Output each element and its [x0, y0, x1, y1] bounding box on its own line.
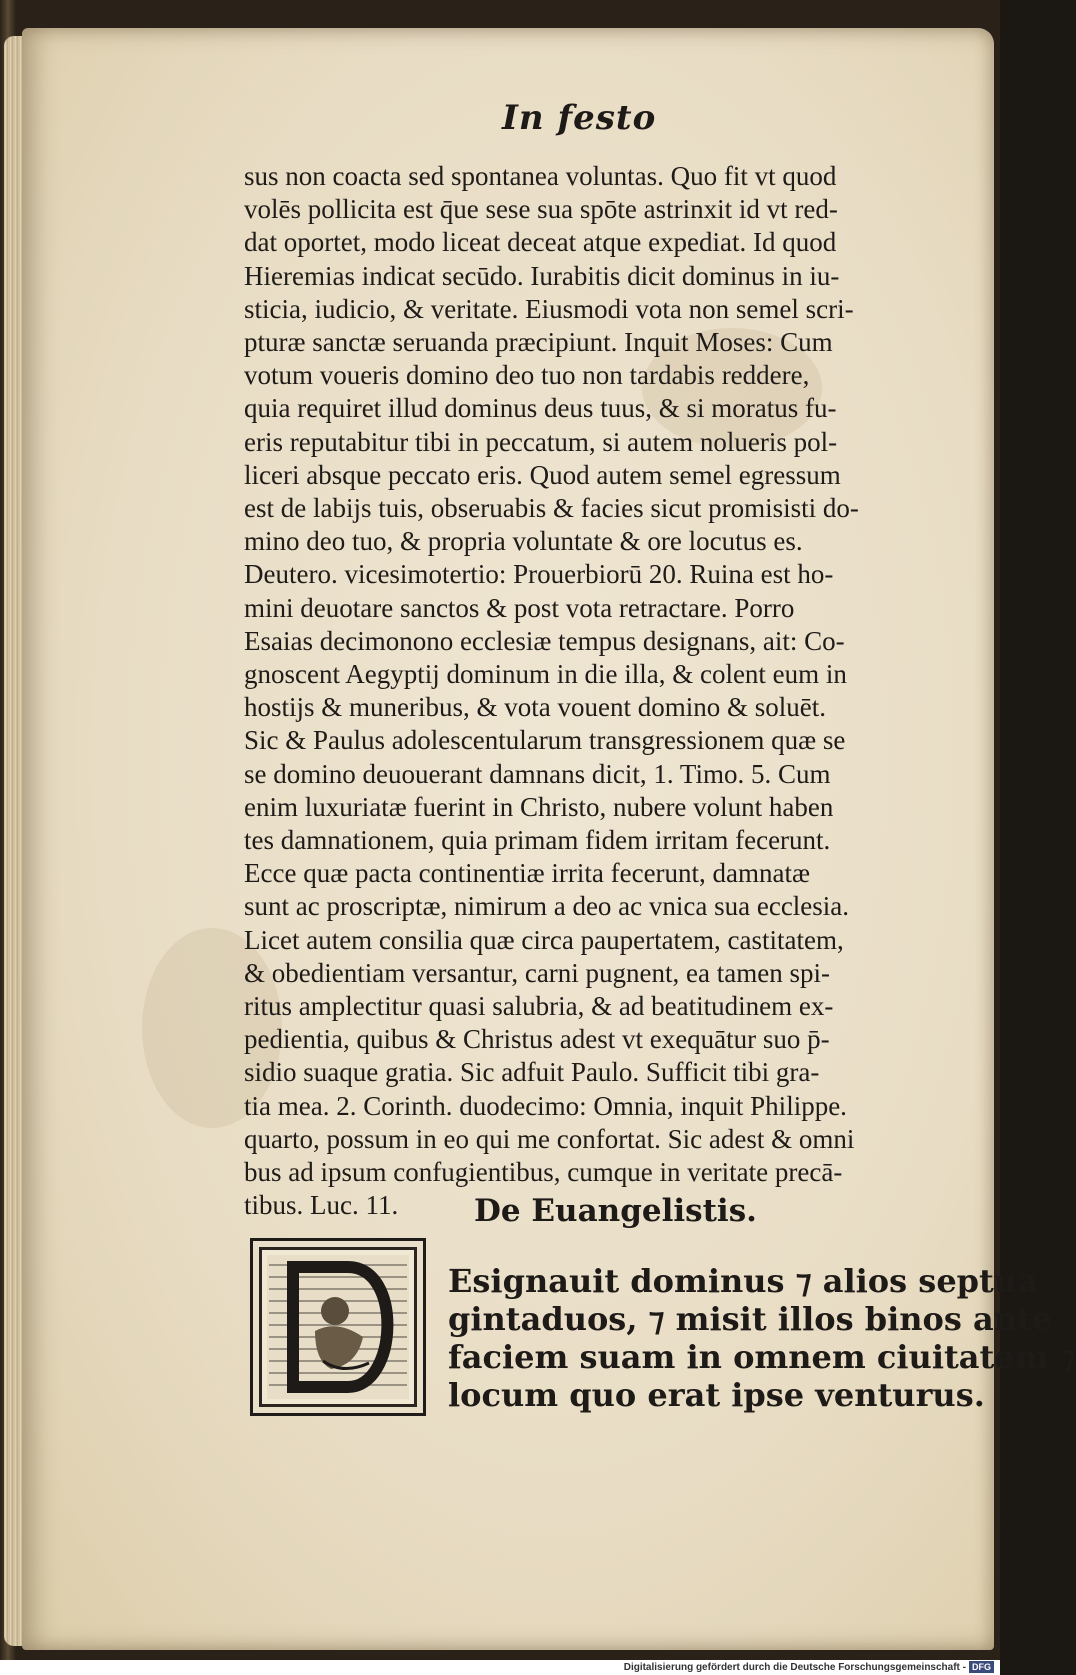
- text-line: sticia, iudicio, & veritate. Eiusmodi vota non semel scri-: [244, 293, 854, 324]
- text-line: Esaias decimonono ecclesiæ tempus designans, ait: Co-: [244, 625, 845, 656]
- text-line: Deutero. vicesimotertio: Prouerbiorū 20. Ruina est ho-: [244, 559, 834, 590]
- text-line: votum voueris domino deo tuo non tardabis reddere,: [244, 360, 810, 391]
- dfg-logo: DFG: [969, 1661, 994, 1673]
- section-heading: De Euangelistis.: [474, 1193, 757, 1229]
- text-line: & obedientiam versantur, carni pugnent, ea tamen spi-: [244, 957, 830, 988]
- text-line: tibus. Luc. 11.: [244, 1190, 399, 1221]
- gothic-text-line: faciem suam in omnem ciuitatem ⁊: [448, 1338, 1076, 1376]
- text-line: volēs pollicita est q̄ue sese sua spōte astrinxit id vt red-: [244, 194, 838, 225]
- running-head: In festo: [502, 98, 657, 138]
- text-line: quia requiret illud dominus deus tuus, & si moratus fu-: [244, 393, 837, 424]
- text-line: enim luxuriatæ fuerint in Christo, nubere volunt haben: [244, 791, 834, 822]
- book-page: [22, 28, 1076, 1650]
- gothic-text-line: gintaduos, ⁊ misit illos binos ante: [448, 1300, 1053, 1338]
- text-line: mini deuotare sanctos & post vota retractare. Porro: [244, 592, 795, 623]
- gothic-text-line: Esignauit dominus ⁊ alios septua: [448, 1262, 1038, 1300]
- text-line: sidio suaque gratia. Sic adfuit Paulo. Sufficit tibi gra-: [244, 1057, 820, 1088]
- decorated-initial: [250, 1238, 426, 1416]
- text-line: ritus amplectitur quasi salubria, & ad beatitudinem ex-: [244, 991, 834, 1022]
- text-line: hostijs & muneribus, & vota vouent domino & soluēt.: [244, 692, 826, 723]
- text-line: pedientia, quibus & Christus adest vt exequātur suo p̄-: [244, 1024, 830, 1055]
- text-line: eris reputabitur tibi in peccatum, si autem nolueris pol-: [244, 426, 838, 457]
- footer-credit: [624, 1661, 994, 1673]
- text-line: mino deo tuo, & propria voluntate & ore locutus es.: [244, 526, 803, 557]
- text-line: est de labijs tuis, obseruabis & facies sicut promisisti do-: [244, 493, 859, 524]
- text-line: Ecce quæ pacta continentiæ irrita fecerunt, damnatæ: [244, 858, 811, 889]
- woodcut-initial-icon: [253, 1241, 423, 1413]
- text-line: quarto, possum in eo qui me confortat. Sic adest & omni: [244, 1123, 855, 1154]
- text-line: sus non coacta sed spontanea voluntas. Quo fit vt quod: [244, 161, 837, 191]
- text-line: bus ad ipsum confugientibus, cumque in veritate precā-: [244, 1157, 843, 1188]
- text-line: sunt ac proscriptæ, nimirum a deo ac vnica sua ecclesia.: [244, 891, 850, 922]
- text-line: gnoscent Aegyptij dominum in die illa, & colent eum in: [244, 659, 847, 690]
- footer-credit-text: Digitalisierung gefördert durch die Deutsche Forschungsgemeinschaft -: [623, 1661, 966, 1673]
- text-line: dat oportet, modo liceat deceat atque expediat. Id quod: [244, 227, 837, 258]
- text-line: Licet autem consilia quæ circa paupertatem, castitatem,: [244, 924, 844, 955]
- text-line: se domino deuouerant damnans dicit, 1. Timo. 5. Cum: [244, 758, 831, 789]
- gothic-text-line: locum quo erat ipse venturus.: [448, 1376, 985, 1414]
- text-line: tes damnationem, quia primam fidem irritam fecerunt.: [244, 825, 831, 856]
- text-line: pturæ sanctæ seruanda præcipiunt. Inquit Moses: Cum: [244, 327, 833, 358]
- text-line: Hieremias indicat secūdo. Iurabitis dicit dominus in iu-: [244, 260, 840, 291]
- body-text: [244, 160, 980, 1223]
- gothic-paragraph: [448, 1262, 1076, 1414]
- text-line: Sic & Paulus adolescentularum transgressionem quæ se: [244, 725, 846, 756]
- text-line: liceri absque peccato eris. Quod autem semel egressum: [244, 459, 841, 490]
- text-line: tia mea. 2. Corinth. duodecimo: Omnia, inquit Philippe.: [244, 1090, 847, 1121]
